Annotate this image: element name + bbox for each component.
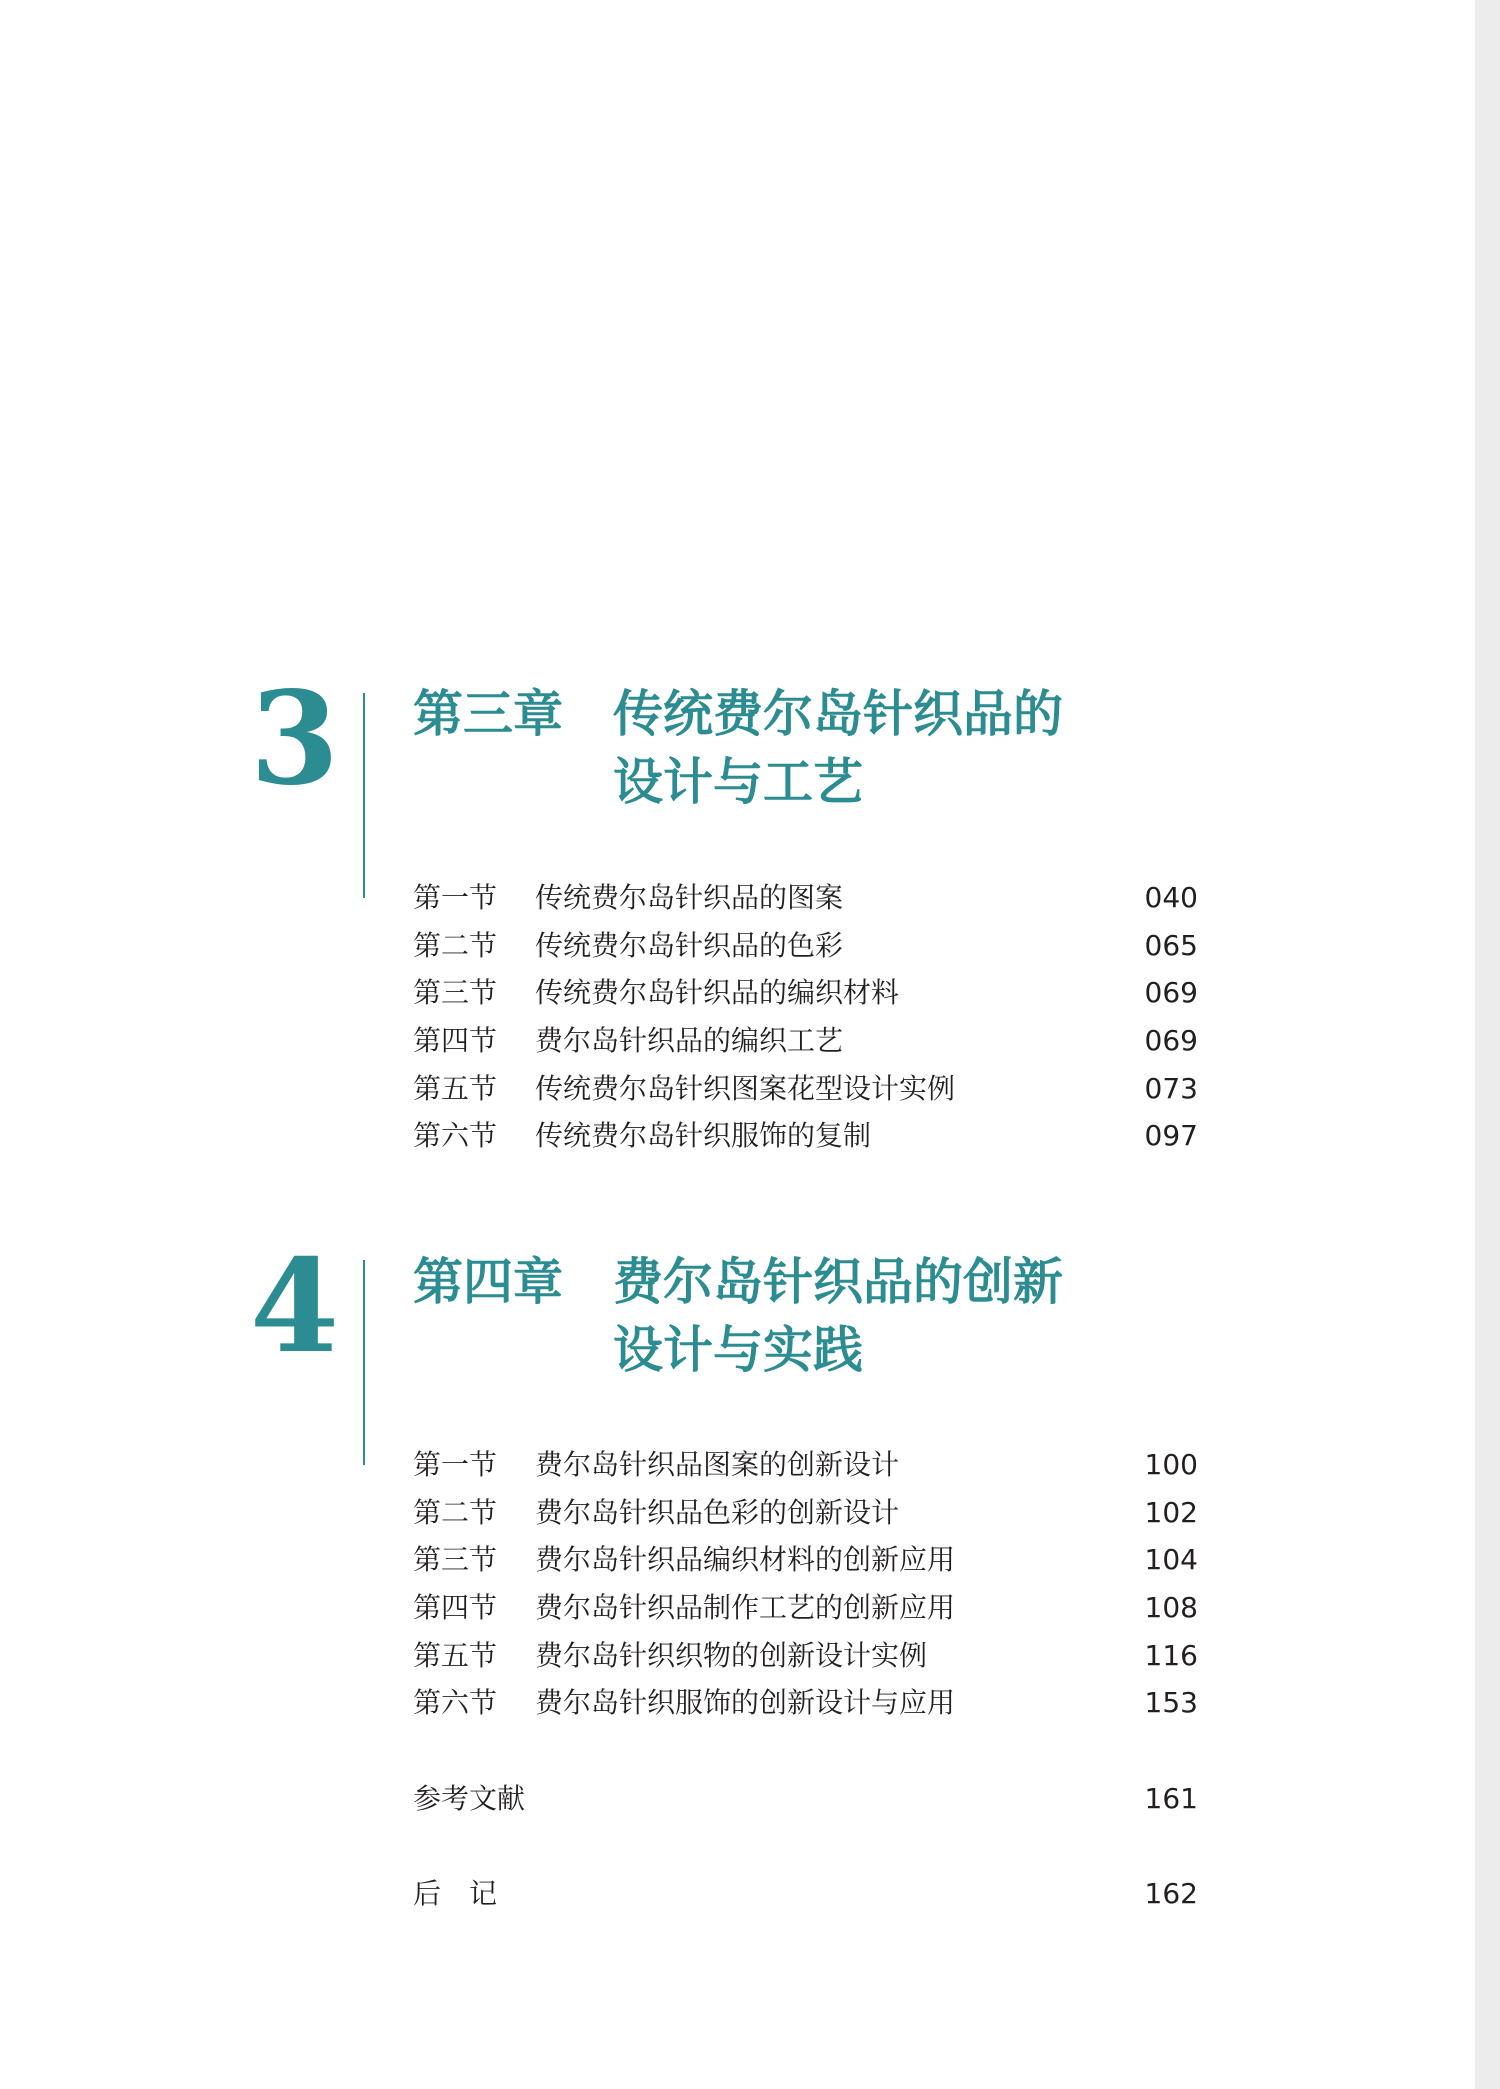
toc-entry[interactable] — [413, 874, 1198, 922]
toc-entry[interactable] — [413, 1017, 1198, 1065]
section-title: 费尔岛针织服饰的创新设计与应用 — [535, 1686, 956, 1719]
chapter-3-rule — [363, 693, 365, 898]
section-title: 费尔岛针织品编织材料的创新应用 — [535, 1543, 956, 1576]
toc-entry[interactable] — [413, 1536, 1198, 1584]
chapter-3-title-text: 传统费尔岛针织品的 — [613, 684, 1063, 743]
page-number: 102 — [1144, 1496, 1198, 1529]
section-title: 费尔岛针织品制作工艺的创新应用 — [535, 1591, 956, 1624]
toc-entry[interactable] — [413, 1112, 1198, 1160]
toc-entry[interactable] — [413, 1584, 1198, 1632]
chapter-4-title-line2: 设计与实践 — [613, 1320, 863, 1379]
toc-entry-references[interactable] — [413, 1775, 1198, 1823]
section-label: 第二节 — [413, 929, 498, 962]
section-label: 第三节 — [413, 1543, 498, 1576]
page-number: 065 — [1144, 929, 1198, 962]
section-label: 第六节 — [413, 1119, 498, 1152]
toc-entry-afterword[interactable] — [413, 1870, 1198, 1918]
section-title: 传统费尔岛针织服饰的复制 — [535, 1119, 872, 1152]
page-number: 097 — [1144, 1119, 1198, 1152]
toc-entry[interactable] — [413, 1489, 1198, 1537]
section-label: 第四节 — [413, 1024, 498, 1057]
chapter-4-number: 4 — [250, 1232, 340, 1382]
section-title: 传统费尔岛针织图案花型设计实例 — [535, 1072, 956, 1105]
chapter-3-number: 3 — [250, 664, 340, 814]
section-label: 第六节 — [413, 1686, 498, 1719]
section-title: 传统费尔岛针织品的图案 — [535, 881, 844, 914]
chapter-3-title-line2: 设计与工艺 — [613, 752, 863, 811]
chapter-4-title — [413, 1248, 1063, 1384]
section-label: 第五节 — [413, 1639, 498, 1672]
page-number: 100 — [1144, 1448, 1198, 1481]
section-label: 第四节 — [413, 1591, 498, 1624]
section-title: 费尔岛针织品色彩的创新设计 — [535, 1496, 900, 1529]
toc-entry[interactable] — [413, 1065, 1198, 1113]
page-number: 073 — [1144, 1072, 1198, 1105]
page-number: 069 — [1144, 1024, 1198, 1057]
page-number: 108 — [1144, 1591, 1198, 1624]
page-number: 069 — [1144, 976, 1198, 1009]
section-title: 费尔岛针织品图案的创新设计 — [535, 1448, 900, 1481]
chapter-4-rule — [363, 1260, 365, 1465]
toc-entry[interactable] — [413, 969, 1198, 1017]
section-title: 费尔岛针织织物的创新设计实例 — [535, 1639, 928, 1672]
section-label: 第一节 — [413, 1448, 498, 1481]
section-label: 第五节 — [413, 1072, 498, 1105]
toc-entry[interactable] — [413, 1679, 1198, 1727]
chapter-3-label: 第三章 — [413, 684, 563, 743]
page-edge-strip — [1475, 0, 1500, 2089]
section-title: 传统费尔岛针织品的编织材料 — [535, 976, 900, 1009]
section-title: 传统费尔岛针织品的色彩 — [535, 929, 844, 962]
page-number: 104 — [1144, 1543, 1198, 1576]
page-number: 040 — [1144, 881, 1198, 914]
toc-entry[interactable] — [413, 922, 1198, 970]
chapter-4-label: 第四章 — [413, 1252, 563, 1311]
section-label: 第三节 — [413, 976, 498, 1009]
section-label: 第一节 — [413, 881, 498, 914]
chapter-3-title — [413, 680, 1063, 816]
section-label: 第二节 — [413, 1496, 498, 1529]
entry-label: 参考文献 — [413, 1782, 526, 1815]
toc-entry[interactable] — [413, 1441, 1198, 1489]
toc-entry[interactable] — [413, 1632, 1198, 1680]
chapter-3-title-line1 — [413, 680, 1063, 748]
page-number: 116 — [1144, 1639, 1198, 1672]
page-number: 162 — [1144, 1877, 1198, 1910]
chapter-4-title-text: 费尔岛针织品的创新 — [613, 1252, 1063, 1311]
entry-label: 后 记 — [413, 1877, 498, 1910]
page-number: 153 — [1144, 1686, 1198, 1719]
chapter-4-title-line1 — [413, 1248, 1063, 1316]
page-number: 161 — [1144, 1782, 1198, 1815]
section-title: 费尔岛针织品的编织工艺 — [535, 1024, 844, 1057]
